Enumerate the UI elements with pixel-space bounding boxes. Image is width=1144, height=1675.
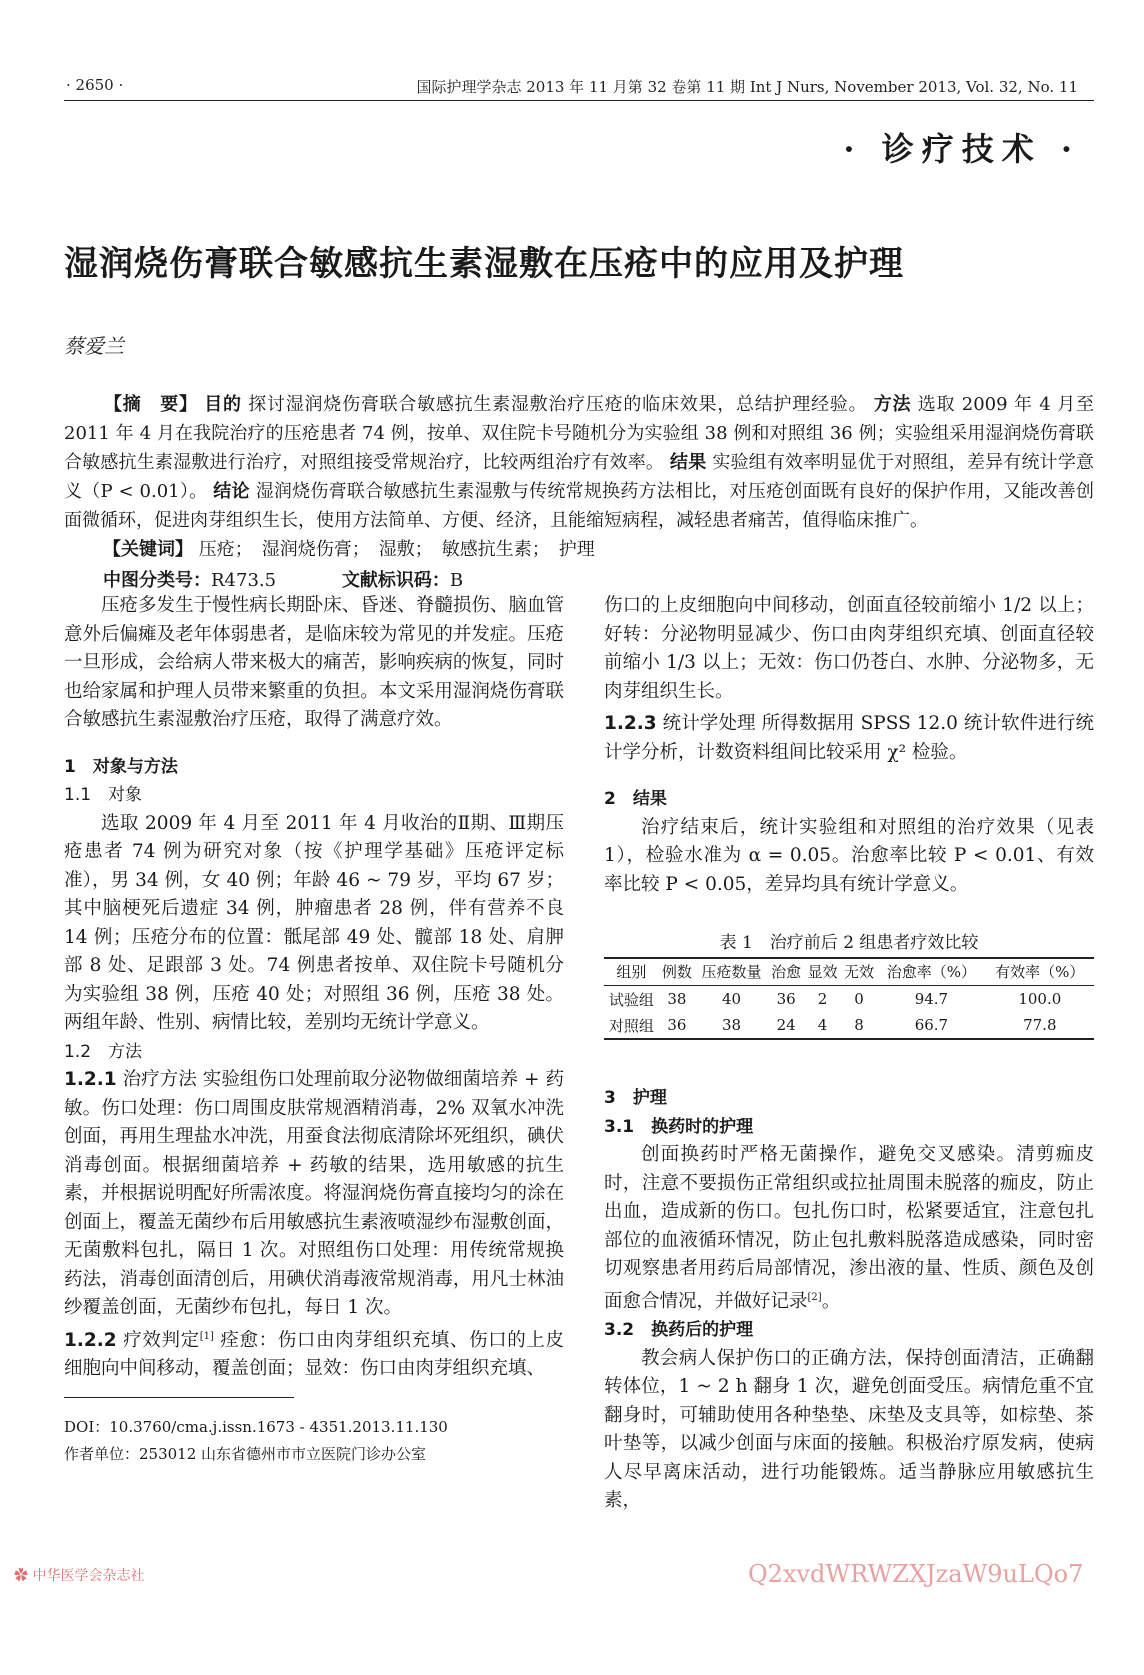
table-cell: 40	[721, 990, 742, 1008]
paragraph-1-2-2-text: 痊愈：伤口由肉芽组织充填、伤口的上皮细胞向中间移动，覆盖创面；显效：伤口由肉芽组织充填、	[64, 1329, 564, 1380]
right-column-bottom	[604, 1084, 1094, 1516]
method-label: 方法	[873, 394, 912, 415]
conclusion-label: 结论	[213, 481, 250, 502]
abstract	[64, 390, 1094, 535]
author-affiliation: 作者单位：253012 山东省德州市市立医院门诊办公室	[64, 1445, 427, 1463]
page-number: · 2650 ·	[66, 76, 124, 94]
objective-label: 目的	[204, 394, 242, 415]
publisher-logo	[14, 1565, 144, 1585]
heading-1-2-3-number: 1.2.3	[604, 713, 657, 734]
paragraph-2: 治疗结束后，统计实验组和对照组的治疗效果（见表 1），检验水准为 α = 0.05。治愈率比较 P < 0.01、有效率比较 P < 0.05，差异均具有统计学意义。	[604, 816, 1094, 895]
reference-2: [2]	[807, 1291, 822, 1303]
table-header-cell: 有效率（%）	[995, 963, 1085, 981]
table-cell: 66.7	[914, 1016, 949, 1034]
paragraph-1-2-3-text: 所得数据用 SPSS 12.0 统计软件进行统计学分析，计数资料组间比较采用 χ² 检验。	[604, 713, 1094, 763]
paragraph-1-1: 选取 2009 年 4 月至 2011 年 4 月收治的Ⅱ期、Ⅲ期压疮患者 74 例为研究对象（按《护理学基础》压疮评定标准），男 34 例，女 40 例；年龄 46 ~ 79 岁，平均 67 岁；其中脑梗死后遗症 34 例，肿瘤患者 28 例，伴有营养不良 14 例；压疮分布的位置：骶尾部 49 处、髋部 18 处、肩胛部 8 处、足跟部 3 处。74 例患者按单、双住院卡号随机分为实验组 38 例，压疮 40 处；对照组 36 例，压疮 38 处。两组年龄、性别、病情比较，差别均无统计学意义。	[64, 812, 564, 1033]
left-column	[64, 592, 564, 1384]
heading-3-2: 3.2 换药后的护理	[604, 1320, 754, 1341]
intro-paragraph: 压疮多发生于慢性病长期卧床、昏迷、脊髓损伤、脑血管意外后偏瘫及老年体弱患者，是临床较为常见的并发症。压疮一旦形成，会给病人带来极大的痛苦，影响疾病的恢复，同时也给家属和护理人员带来繁重的负担。本文采用湿润烧伤膏联合敏感抗生素湿敷治疗压疮，取得了满意疗效。	[64, 595, 564, 730]
table-header-cell: 治愈	[771, 963, 802, 981]
paragraph-continued: 伤口的上皮细胞向中间移动，创面直径较前缩小 1/2 以上；好转：分泌物明显减少、伤口由肉芽组织充填、创面直径较前缩小 1/3 以上；无效：伤口仍苍白、水肿、分泌物多，无肉芽组织生长。	[604, 595, 1094, 702]
table-cell: 36	[667, 1016, 687, 1034]
table-cell: 100.0	[1018, 990, 1062, 1008]
logo-mark-icon: ✿	[14, 1568, 28, 1584]
table-header-cell: 无效	[844, 963, 875, 981]
table-cell: 38	[721, 1016, 742, 1034]
paragraph-1-2-2	[64, 1323, 564, 1384]
author: 蔡爱兰	[64, 334, 124, 358]
heading-1-2: 1.2 方法	[64, 1041, 143, 1062]
table-cell: 94.7	[914, 990, 949, 1008]
doc-code-value: B	[449, 570, 464, 591]
watermark: Q2xvdWRWZXJzaW9uLQo7	[748, 1560, 1084, 1588]
objective-text: 探讨湿润烧伤膏联合敏感抗生素湿敷治疗压疮的临床效果，总结护理经验。	[248, 394, 868, 415]
heading-1-2-2-title: 疗效判定	[123, 1329, 200, 1351]
keywords-label: 【关键词】	[103, 539, 193, 560]
heading-1-2-1-title: 治疗方法	[122, 1069, 197, 1090]
paragraph-1-2-1-text: 实验组伤口处理前取分泌物做细菌培养 + 药敏。伤口处理：伤口周围皮肤常规酒精消毒，2% 双氧水冲洗创面，再用生理盐水冲洗，用蚕食法彻底清除坏死组织，碘伏消毒创面。根据细菌培养 + 药敏的结果，选用敏感的抗生素，并根据说明配好所需浓度。将湿润烧伤膏直接均匀的涂在创面上，覆盖无菌纱布后用敏感抗生素液喷湿纱布湿敷创面，无菌敷料包扎，隔日 1 次。对照组伤口处理：用传统常规换药法，消毒创面清创后，用碘伏消毒液常规消毒，用凡士林油纱覆盖创面，无菌纱布包扎，每日 1 次。	[64, 1069, 564, 1318]
table-header-cell: 显效	[807, 963, 838, 981]
heading-1-2-3-title: 统计学处理	[662, 713, 756, 734]
paragraph-3-1	[604, 1141, 1094, 1316]
section-label: · 诊疗技术 ·	[843, 130, 1080, 168]
keywords	[103, 535, 595, 561]
paragraph-3-2: 教会病人保护伤口的正确方法，保持创面清洁，正确翻转体位，1 ~ 2 h 翻身 1 次，避免创面受压。病情危重不宜翻身时，可辅助使用各种垫垫、床垫及支具等，如棕垫、茶叶垫等，以减少创面与床面的接触。积极治疗原发病，使病人尽早离床活动，进行功能锻炼。适当静脉应用敏感抗生素，	[604, 1347, 1094, 1512]
clc-label: 中图分类号：	[103, 570, 211, 591]
table-cell: 38	[667, 990, 687, 1008]
paragraph-3-1-text: 创面换药时严格无菌操作，避免交叉感染。清剪痂皮时，注意不要损伤正常组织或拉扯周围未脱落的痂皮，防止出血，造成新的伤口。包扎伤口时，松紧要适宜，注意包扎部位的血液循环情况，防止包扎敷料脱落造成感染，同时密切观察患者用药后局部情况，渗出液的量、性质、颜色及创面愈合情况，并做好记录	[604, 1144, 1094, 1312]
table-row	[604, 986, 1094, 1013]
table-caption: 表 1 治疗前后 2 组患者疗效比较	[719, 933, 979, 953]
abstract-label: 【摘 要】	[104, 394, 198, 415]
paragraph-3-1-end: 。	[821, 1290, 841, 1312]
conclusion-text: 湿润烧伤膏联合敏感抗生素湿敷与传统常规换药方法相比，对压疮创面既有良好的保护作用，又能改善创面微循环，促进肉芽组织生长，使用方法简单、方便、经济，且能缩短病程，减轻患者痛苦，值得临床推广。	[64, 481, 1094, 531]
doc-code-label: 文献标识码：	[341, 570, 450, 591]
heading-3-1: 3.1 换药时的护理	[604, 1116, 754, 1137]
heading-1-2-1-number: 1.2.1	[64, 1069, 117, 1090]
table-cell: 36	[776, 990, 796, 1008]
table-cell: 0	[854, 990, 864, 1008]
heading-1: 1 对象与方法	[64, 756, 178, 777]
table-cell: 8	[854, 1016, 864, 1034]
table-header-cell: 例数	[661, 963, 692, 981]
table-cell: 试验组	[608, 990, 654, 1009]
reference-1: [1]	[199, 1330, 214, 1342]
keywords-text: 压疮； 湿润烧伤膏； 湿敷； 敏感抗生素； 护理	[198, 539, 595, 560]
footnote-rule	[64, 1397, 294, 1398]
table-header-cell: 治愈率（%）	[886, 963, 977, 981]
result-text: 实验组有效率明显优于对照组，差异有统计学意义（P < 0.01）。	[64, 452, 1095, 502]
table-cell: 4	[817, 1016, 828, 1034]
clc-value: R473.5	[211, 570, 277, 591]
heading-2: 2 结果	[604, 789, 667, 809]
table-cell: 24	[776, 1016, 796, 1034]
paragraph-1-2-3	[604, 710, 1094, 767]
result-label: 结果	[670, 452, 707, 473]
doi: DOI：10.3760/cma.j.issn.1673 - 4351.2013.11.130	[64, 1418, 448, 1436]
table-cell: 77.8	[1023, 1016, 1057, 1034]
heading-1-1: 1.1 对象	[64, 785, 143, 805]
heading-1-2-2-number: 1.2.2	[64, 1329, 117, 1351]
logo-text: 中华医学会杂志社	[32, 1568, 145, 1584]
table-header-cell: 压疮数量	[701, 963, 762, 981]
header-rule	[64, 100, 1094, 101]
table-header-cell: 组别	[616, 963, 647, 981]
table-row	[604, 1012, 1094, 1039]
classification	[103, 566, 523, 592]
right-column-top	[604, 592, 1094, 899]
paragraph-1-2-1	[64, 1066, 564, 1323]
results-table	[604, 957, 1094, 1040]
method-text: 选取 2009 年 4 月至 2011 年 4 月在我院治疗的压疮患者 74 例，按单、双住院卡号随机分为实验组 38 例和对照组 36 例；实验组采用湿润烧伤膏联合敏感抗生素湿敷进行治疗，对照组接受常规治疗，比较两组治疗有效率。	[64, 394, 1094, 473]
journal-info: 国际护理学杂志 2013 年 11 月第 32 卷第 11 期 Int J Nurs, November 2013, Vol. 32, No. 11	[416, 78, 1078, 96]
table-cell: 对照组	[608, 1016, 654, 1035]
table-cell: 2	[817, 990, 828, 1008]
heading-3: 3 护理	[604, 1088, 667, 1108]
article-title: 湿润烧伤膏联合敏感抗生素湿敷在压疮中的应用及护理	[64, 244, 904, 284]
